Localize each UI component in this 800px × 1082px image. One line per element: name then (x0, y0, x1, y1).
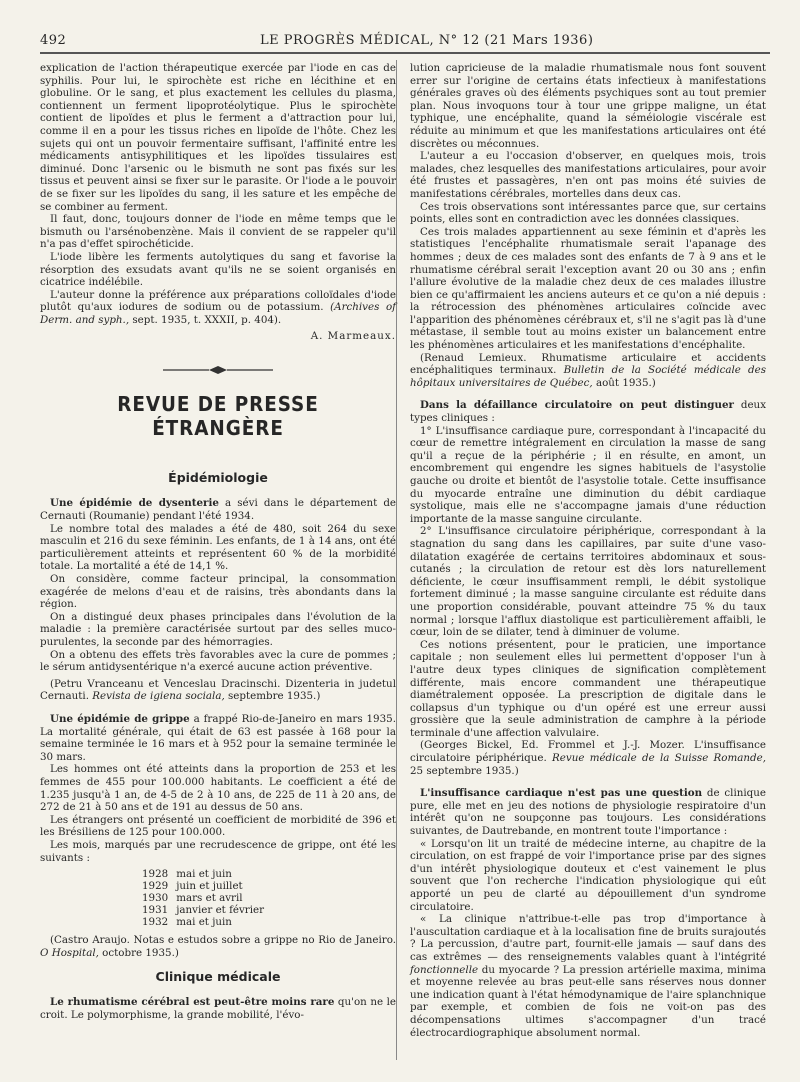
year-cell: 1929 (142, 880, 169, 893)
paragraph: L'iode libère les ferments autolytiques du sang et favorise la résorption des exsudats avant qu'ils ne se soient organisés en cicatrice indélébile. (40, 250, 396, 289)
lead-phrase: L'insuffisance cardiaque n'est pas une question (420, 787, 703, 800)
page-header (40, 30, 770, 50)
citation-journal: Revue médicale de la Suisse Romande, (552, 752, 767, 765)
paragraph: Les mois, marqués par une recrudescence de grippe, ont été les suivants : (40, 838, 396, 864)
citation-text: (Renaud Lemieux. Rhumatisme articulaire et accidents encéphalitiques terminaux. (410, 351, 766, 377)
paragraph (40, 996, 396, 1021)
quote-emphasis: fonctionnelle (410, 963, 479, 976)
citation-date: 25 septembre 1935.) (410, 764, 519, 777)
ornament-icon (163, 365, 273, 375)
citation-journal: Bulletin de la Société médicale des hôpitaux universitaires de Québec, (410, 364, 766, 389)
paragraph: Ces trois observations sont intéressantes parce que, sur certains points, elles sont en contradiction avec les données classiques. (410, 200, 766, 226)
citation-text: (Georges Bickel, Ed. Frommel et J.-J. Mozer. L'insuffisance circulatoire périphérique. (410, 739, 766, 765)
months-cell: janvier et février (176, 904, 265, 917)
quote-paragraph (410, 913, 766, 1039)
months-cell: juin et juillet (176, 880, 243, 893)
table-row (142, 868, 272, 880)
paragraph: On considère, comme facteur principal, la consommation exagérée de melons d'eau et de raisins, très abondants dans la région. (40, 573, 396, 611)
paragraph-text: deux types cliniques : (410, 399, 766, 425)
citation (40, 678, 396, 703)
paragraph: L'auteur a eu l'occasion d'observer, en quelques mois, trois malades, chez lesquelles des manifestations articulaires, pour avoir été frustes et passagères, n'en ont pas moins été suivies de manifestations cérébrales, mortelles dans deux cas. (410, 150, 766, 200)
months-cell: mai et juin (176, 868, 232, 881)
paragraph: 1° L'insuffisance cardiaque pure, correspondant à l'incapacité du cœur de remettre intégralement en circulation la masse de sang qu'il a reçue de la périphérie ; il en résulte, en amont, un encombrement qui engendre les signes habituels de l'asystolie gauche ou droite et bientôt de l'asystolie totale. Cette insuffisance du myocarde entraîne une diminution du débit cardiaque systolique, mais elle ne s'accompagne jamais d'une réduction importante de la masse sanguine circulante. (410, 424, 766, 525)
quote-text: « La clinique n'attribue-t-elle pas trop d'importance à l'auscultation cardiaque et à la localisation fine de bruits surajoutés ? La percussion, d'autre part, fournit-elle jamais — sauf dans des cas extrêmes — des renseignements valables quant à l'intégrité (410, 913, 766, 963)
paragraph (40, 713, 396, 763)
quote-text: du myocarde ? La pression artérielle maxima, minima et moyenne relevée au bras peut-elle sans réserves nous donner une indication quant à l'état hémodynamique de l'aire splanchnique par exemple, et combien de fois ne voit-on pas des décompensations ultimes s'accompagner d'un tracé électrocardiographique absolument normal. (410, 963, 766, 1039)
quote-paragraph: « Lorsqu'on lit un traité de médecine interne, au chapitre de la circulation, on est frappé de voir l'importance prise par des signes d'un intérêt physiologique douteux et c'est vainement le plus souvent que l'on recherche l'indication physiologique qui eût apporté un peu de clarté au dépouillement d'un syndrome circulatoire. (410, 837, 766, 913)
left-column (40, 62, 396, 1021)
citation-date: septembre 1935.) (224, 690, 321, 703)
table-row (142, 892, 272, 904)
paragraph: Les hommes ont été atteints dans la proportion de 253 et les femmes de 455 pour 100.000 habitants. Le coefficient a été de 1.235 jusqu'à 1 an, de 4-5 de 2 à 10 ans, de 225 de 11 à 20 ans, de 272 de 21 à 50 ans et de 191 au dessus de 50 ans. (40, 763, 396, 814)
year-cell: 1932 (142, 916, 169, 929)
table-row (142, 880, 272, 892)
journal-title: LE PROGRÈS MÉDICAL, N° 12 (21 Mars 1936) (260, 33, 594, 48)
citation (410, 352, 766, 390)
paragraph: Ces trois malades appartiennent au sexe féminin et d'après les statistiques l'encéphalite rhumatismale serait l'apanage des hommes ; deux de ces malades sont des enfants de 7 à 9 ans et le rhumatisme cérébral serait l'exception avant 20 ou 30 ans ; enfin l'allure évolutive de la maladie chez deux de ces malades illustre bien ce qu'affirmaient les anciens auteurs et ce qu'on a nié depuis : la rétrocession des phénomènes articulaires coïncide avec l'apparition des phénomènes cérébraux et, s'il ne s'agit pas là d'une métastase, il semble tout au moins exister un balancement entre les phénomènes articulaires et les manifestations d'encéphalite. (410, 225, 766, 352)
paragraph: On a obtenu des effets très favorables avec la cure de pommes ; le sérum antidysentérique n'a exercé aucune action préventive. (40, 648, 396, 674)
citation (40, 934, 396, 959)
paragraph: Le nombre total des malades a été de 480, soit 264 du sexe masculin et 216 du sexe féminin. Les enfants, de 1 à 14 ans, ont été particulièrement atteints et représentent 60 % de la morbidité totale. La mortalité a été de 14,1 %. (40, 522, 396, 573)
paragraph: On a distingué deux phases principales dans l'évolution de la maladie : la première caractérisée surtout par des selles muco-purulentes, la seconde par des hémorragies. (40, 610, 396, 648)
citation-journal: O Hospital, (40, 946, 99, 959)
page-number: 492 (40, 33, 67, 48)
citation-date: octobre 1935.) (98, 946, 179, 959)
paragraph-text: de clinique pure, elle met en jeu des notions de physiologie respiratoire d'un intérêt qu'on ne soupçonne pas toujours. Les considérations suivantes, de Dautrebande, en montrent toute l'importance : (410, 787, 766, 838)
author-signature: A. Marmeaux. (310, 330, 396, 343)
citation (410, 739, 766, 777)
months-table (142, 868, 272, 928)
months-cell: mai et juin (176, 916, 232, 929)
year-cell: 1928 (142, 868, 169, 881)
paragraph: Les étrangers ont présenté un coefficient de morbidité de 396 et les Brésiliens de 125 pour 100.000. (40, 813, 396, 839)
citation-journal: Revista de igiena sociala, (92, 690, 225, 703)
paragraph (40, 497, 396, 522)
citation-text: (Castro Araujo. Notas e estudos sobre a grippe no Rio de Janeiro. (50, 934, 396, 947)
reference-details: sept. 1935, t. XXXII, p. 404). (129, 313, 282, 326)
paragraph-text: a sévi dans le département de Cernauti (Roumanie) pendant l'été 1934. (40, 497, 396, 523)
reference-source: (Archives of Derm. and syph., (40, 301, 396, 326)
paragraph: 2° L'insuffisance circulatoire périphérique, correspondant à la stagnation du sang dans les capillaires, par suite d'une vaso-dilatation exagérée de certains territoires abdominaux et sous-cutanés ; la circulation de retour est dès lors naturellement déficiente, le cœur insuffisamment rempli, le débit systolique fortement diminué ; la masse sanguine circulante est réduite dans une proportion considérable, pouvant atteindre 75 % du taux normal ; lorsque l'afflux diastolique est particulièrement affaibli, le cœur, loin de se dilater, tend à diminuer de volume. (410, 525, 766, 639)
paragraph: Ces notions présentent, pour le praticien, une importance capitale ; non seulement elles lui permettent d'opposer l'un à l'autre deux types cliniques de signification complètement différente, mais encore commandent une thérapeutique diamétralement opposée. La prescription de digitale dans le collapsus d'un typhique ou d'un opéré est une erreur aussi grossière que la seule administration de camphre à la période terminale d'une affection valvulaire. (410, 638, 766, 739)
paragraph: Il faut, donc, toujours donner de l'iode en même temps que le bismuth ou l'arsénobenzène. Mais il convient de se rappeler qu'il n'a pas d'effet spirochéticide. (40, 213, 396, 251)
paragraph-text: qu'on ne le croit. Le polymorphisme, la grande mobilité, l'évo- (40, 996, 396, 1021)
paragraph (40, 289, 396, 327)
right-column (410, 62, 766, 1039)
lead-phrase: Le rhumatisme cérébral est peut-être moins rare (50, 996, 335, 1009)
lead-phrase: Une épidémie de grippe (50, 712, 190, 725)
header-rule (40, 52, 770, 54)
table-row (142, 904, 272, 916)
lead-phrase: Dans la défaillance circulatoire on peut distinguer (420, 399, 734, 412)
subsection-heading: Épidémiologie (168, 470, 268, 486)
months-cell: mars et avril (176, 892, 243, 905)
citation-date: août 1935.) (592, 376, 656, 389)
table-row (142, 916, 272, 928)
paragraph (410, 399, 766, 424)
subsection-heading: Clinique médicale (155, 969, 281, 985)
lead-phrase: Une épidémie de dysenterie (50, 497, 219, 510)
paragraph-text: a frappé Rio-de-Janeiro en mars 1935. La mortalité générale, qui était de 63 est passée à 168 pour la semaine terminée le 16 mars et à 952 pour la semaine terminée le 30 mars. (40, 712, 396, 763)
paragraph-text: L'auteur donne la préférence aux préparations colloïdales d'iode plutôt qu'aux iodures de sodium ou de potassium. (40, 288, 396, 314)
citation-text: (Petru Vranceanu et Venceslau Dracinschi. Dizenteria in judetul Cernauti. (40, 677, 396, 703)
year-cell: 1931 (142, 904, 169, 917)
paragraph (410, 787, 766, 837)
paragraph: lution capricieuse de la maladie rhumatismale nous font souvent errer sur l'origine de certains états infectieux à manifestations générales graves où des éléments psychiques sont au tout premier plan. Nous invoquons tour à tour une grippe maligne, un état typhique, une encéphalite, quand la séméiologie viscérale est réduite au minimum et que les manifestations articulaires ont été discrètes ou méconnues. (410, 62, 766, 150)
year-cell: 1930 (142, 892, 169, 905)
section-heading: REVUE DE PRESSE ÉTRANGÈRE (117, 392, 319, 441)
paragraph: explication de l'action thérapeutique exercée par l'iode en cas de syphilis. Pour lui, le spirochète est riche en lécithine et en globuline. Or le sang, et plus exactement les cellules du plasma, contiennent un ferment lipoprotéolytique. Plus le spirochète contient de lipoïdes et plus le ferment a d'attraction pour lui, comme il en a pour les tissus riches en lipoïde de l'hôte. Chez les sujets qui ont un pouvoir fermentaire suffisant, l'affinité entre les médicaments antisyphilitiques et les lipoïdes tissulaires est diminué. Donc l'arsenic ou le bismuth ne sont pas fixés sur les tissus et peuvent ainsi se fixer sur le parasite. Or l'iode a le pouvoir de se fixer sur les lipoïdes du sang, il les sature et les empêche de se combiner au ferment. (40, 62, 396, 213)
ornament-divider (40, 360, 396, 370)
column-divider (396, 60, 397, 1060)
